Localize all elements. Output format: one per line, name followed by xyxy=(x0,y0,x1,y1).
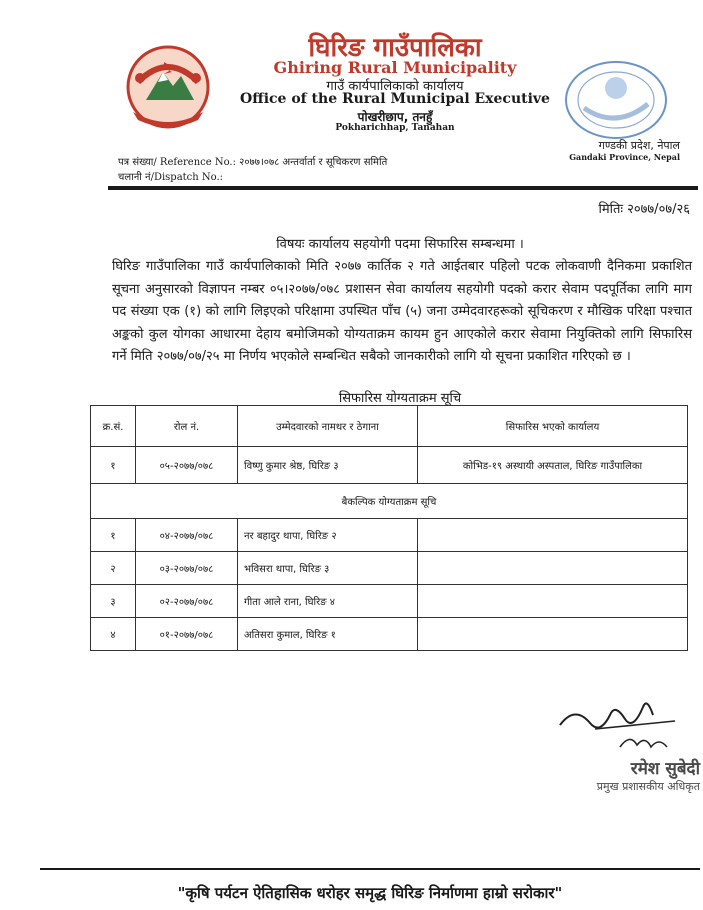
cell-office xyxy=(418,552,688,585)
cell-sn: २ xyxy=(91,552,136,585)
table-header-row xyxy=(91,406,688,447)
cell-roll: ०४-२०७७/०७८ xyxy=(136,519,238,552)
cell-name: भविसरा थापा, घिरिङ ३ xyxy=(238,552,418,585)
header-name: उम्मेदवारको नामथर र ठेगाना xyxy=(238,406,418,447)
cell-office xyxy=(418,519,688,552)
province-en: Gandaki Province, Nepal xyxy=(569,152,680,162)
signatory-title: प्रमुख प्रशासकीय अधिकृत xyxy=(596,780,700,793)
table-row xyxy=(91,618,688,651)
footer-slogan: "कृषि पर्यटन ऐतिहासिक धरोहर समृद्ध घिरिङ निर्माणमा हाम्रो सरोकार" xyxy=(177,884,563,902)
header-roll: रोल नं. xyxy=(136,406,238,447)
header-office: सिफारिस भएको कार्यालय xyxy=(418,406,688,447)
province-np: गण्डकी प्रदेश, नेपाल xyxy=(598,139,680,152)
cell-office xyxy=(418,585,688,618)
cell-name: अतिसरा कुमाल, घिरिङ १ xyxy=(238,618,418,651)
alternate-list-title-row xyxy=(91,484,688,519)
cell-name: गीता आले राना, घिरिङ ४ xyxy=(238,585,418,618)
place-en: Pokharichhap, Tanahan xyxy=(335,123,455,133)
recommendation-table xyxy=(90,405,688,651)
table-row xyxy=(91,519,688,552)
cell-roll: ०३-२०७७/०७८ xyxy=(136,552,238,585)
reference-number: पत्र संख्या/ Reference No.: २०७७।०७८ अन्तर्वार्ता र सूचिकरण समिति xyxy=(118,157,388,168)
cell-name: विष्णु कुमार श्रेष्ठ, घिरिङ ३ xyxy=(238,447,418,484)
place-np: पोखरीछाप, तनहुँ xyxy=(357,110,433,124)
cell-roll: ०१-२०७७/०७८ xyxy=(136,618,238,651)
signature-icon xyxy=(555,685,685,755)
municipality-name-en: Ghiring Rural Municipality xyxy=(273,58,517,77)
signatory-name: रमेश सुबेदी xyxy=(630,759,700,779)
table-row xyxy=(91,585,688,618)
table-row xyxy=(91,552,688,585)
cell-name: नर बहादुर थापा, घिरिङ २ xyxy=(238,519,418,552)
footer-divider xyxy=(40,868,700,870)
office-name-en: Office of the Rural Municipal Executive xyxy=(240,91,550,107)
nepal-emblem-icon xyxy=(118,42,218,132)
letter-subject: विषयः कार्यालय सहयोगी पदमा सिफारिस सम्बन्धमा । xyxy=(276,237,524,252)
cell-office xyxy=(418,618,688,651)
municipality-name-np: घिरिङ गाउँपालिका xyxy=(308,33,482,63)
office-name-np: गाउँ कार्यपालिकाको कार्यालय xyxy=(326,79,464,94)
cell-sn: ३ xyxy=(91,585,136,618)
cell-sn: ४ xyxy=(91,618,136,651)
alternate-list-title: बैकल्पिक योग्यताक्रम सूचि xyxy=(91,484,688,519)
dispatch-number: चलानी नं/Dispatch No.: xyxy=(118,172,224,183)
office-stamp-icon xyxy=(562,58,670,142)
cell-sn: १ xyxy=(91,519,136,552)
cell-roll: ०२-२०७७/०७८ xyxy=(136,585,238,618)
letter-date: मितिः २०७७/०७/२६ xyxy=(598,202,690,217)
letter-body: घिरिङ गाउँपालिका गाउँ कार्यपालिकाको मिति २०७७ कार्तिक २ गते आईतबार पहिलो पटक लोकवाणी दैनिकमा प्रकाशित सूचना अनुसारको विज्ञापन नम्बर ०५।२०७७/०७८ प्रशासन सेवा कार्यालय सहयोगी पदको करार सेवाम पदपूर्तिका लागि माग पद संख्या एक (१) को लागि लिइएको परिक्षामा उपस्थित पाँच (५) जना उम्मेदवारहरूको सूचिकरण र मौखिक परिक्षा पश्चात अङ्कको कुल योगका आधारमा देहाय बमोजिमको योग्यताक्रम कायम हुन आएकोले करार सेवामा नियुक्तिको लागि सिफारिस गर्ने मिति २०७७/०७/२५ मा निर्णय भएकोले सम्बन्धित सबैको जानकारीको लागि यो सूचना प्रकाशित गरिएको छ । xyxy=(112,259,692,365)
header-divider xyxy=(108,186,698,190)
cell-sn: १ xyxy=(91,447,136,484)
cell-roll: ०५-२०७७/०७८ xyxy=(136,447,238,484)
recommendation-list-title: सिफारिस योग्यताक्रम सूचि xyxy=(338,391,462,406)
cell-office: कोभिड-१९ अस्थायी अस्पताल, घिरिङ गाउँपालिका xyxy=(418,447,688,484)
table-row xyxy=(91,447,688,484)
header-sn: क्र.सं. xyxy=(91,406,136,447)
